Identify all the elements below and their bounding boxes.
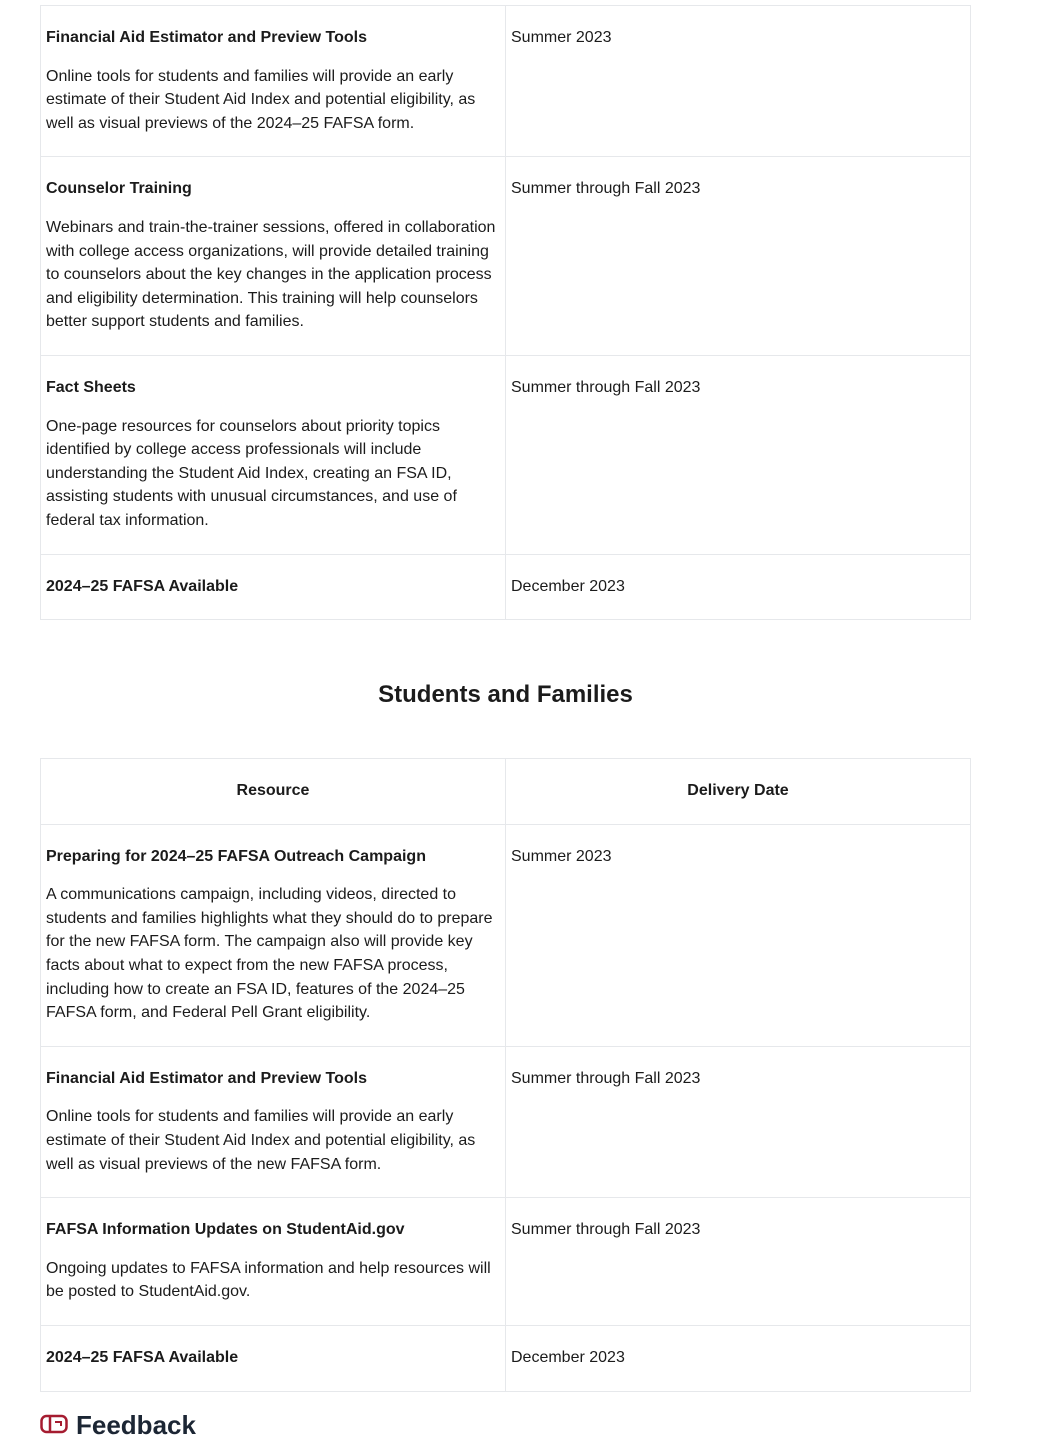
section-heading: Students and Families [378, 681, 633, 708]
table-row [41, 1198, 971, 1326]
table-row [41, 554, 971, 620]
students-families-table [40, 758, 971, 1392]
resource-cell [41, 1198, 506, 1326]
resource-cell [41, 157, 506, 356]
resource-title: Financial Aid Estimator and Preview Tools [46, 1069, 367, 1087]
delivery-date: Summer through Fall 2023 [506, 157, 971, 356]
resource-title: Fact Sheets [46, 378, 136, 396]
delivery-date: December 2023 [506, 1325, 971, 1391]
table-row [41, 6, 971, 157]
delivery-date: Summer through Fall 2023 [506, 1046, 971, 1197]
resource-cell [41, 554, 506, 620]
table-row [41, 1046, 971, 1197]
resource-title: Counselor Training [46, 180, 192, 198]
resource-description: Online tools for students and families will provide an early estimate of their Student Aid Index and potential eligibility, as well as visual previews of the new FAFSA form. [46, 1108, 476, 1173]
delivery-date: Summer 2023 [506, 6, 971, 157]
feedback-label: Feedback [76, 1410, 196, 1440]
delivery-date: December 2023 [506, 554, 971, 620]
resource-description: Online tools for students and families will provide an early estimate of their Student Aid Index and potential eligibility, as well as visual previews of the 2024–25 FAFSA form. [46, 67, 476, 132]
table-header-row [41, 759, 971, 825]
mailbox-icon [40, 1410, 68, 1441]
table-row [41, 157, 971, 356]
resource-cell [41, 824, 506, 1046]
resource-description: A communications campaign, including videos, directed to students and families highlights what they should do to prepare for the new FAFSA form. The campaign also will provide key facts about what to expect from the new FAFSA process, including how to create an FSA ID, features of the 2024–25 FAFSA form, and Federal Pell Grant eligibility. [46, 886, 493, 1022]
resource-cell [41, 355, 506, 554]
delivery-date: Summer 2023 [506, 824, 971, 1046]
table-row [41, 824, 971, 1046]
counselor-resources-table [40, 5, 971, 620]
resource-description: Webinars and train-the-trainer sessions, offered in collaboration with college access organizations, will provide detailed training to counselors about the key changes in the application process and eligibility determination. This training will help counselors better support students and families. [46, 218, 496, 331]
resource-title: 2024–25 FAFSA Available [46, 577, 239, 595]
resource-description: One-page resources for counselors about priority topics identified by college access professionals will include understanding the Student Aid Index, creating an FSA ID, assisting students with unusual circumstances, and use of federal tax information. [46, 417, 457, 529]
column-header-resource: Resource [41, 759, 506, 825]
delivery-date: Summer through Fall 2023 [506, 1198, 971, 1326]
resource-title: 2024–25 FAFSA Available [46, 1348, 239, 1366]
table-row [41, 1325, 971, 1391]
column-header-delivery-date: Delivery Date [506, 759, 971, 825]
resource-cell [41, 6, 506, 157]
resource-title: Preparing for 2024–25 FAFSA Outreach Campaign [46, 847, 426, 865]
resource-cell [41, 1046, 506, 1197]
feedback-heading [40, 1410, 196, 1441]
resource-title: FAFSA Information Updates on StudentAid.gov [46, 1221, 405, 1239]
delivery-date: Summer through Fall 2023 [506, 355, 971, 554]
resource-description: Ongoing updates to FAFSA information and help resources will be posted to StudentAid.gov. [46, 1259, 491, 1301]
resource-title: Financial Aid Estimator and Preview Tools [46, 29, 367, 46]
table-row [41, 355, 971, 554]
resource-cell [41, 1325, 506, 1391]
